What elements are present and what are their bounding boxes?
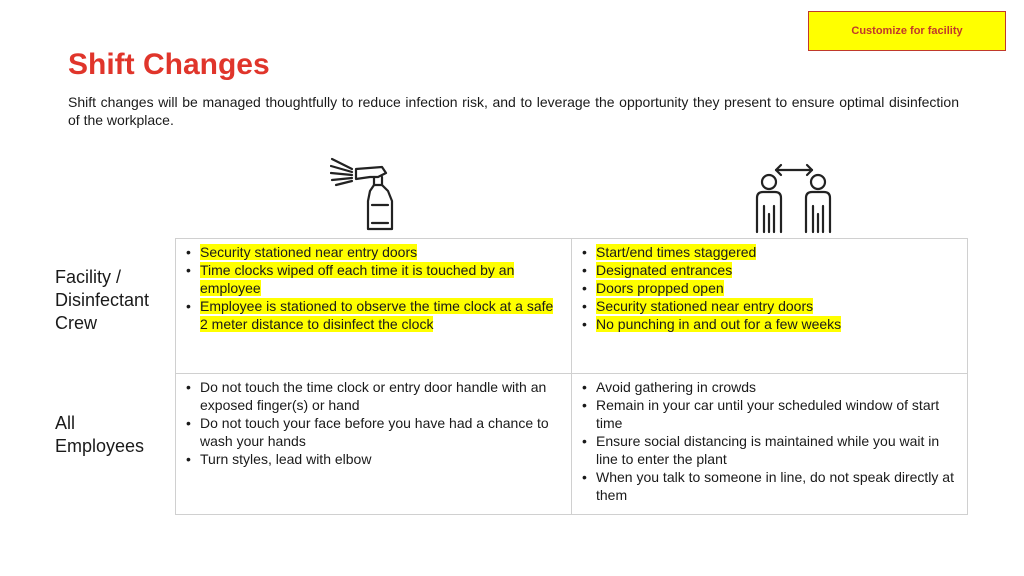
spray-bottle-icon <box>330 155 396 233</box>
list-item: • No punching in and out for a few weeks <box>596 315 959 333</box>
list-item: • Designated entrances <box>596 261 959 279</box>
cell-facility-col1 <box>176 239 572 374</box>
list-item: • Doors propped open <box>596 279 959 297</box>
page-title: Shift Changes <box>68 48 270 81</box>
customize-badge <box>808 11 1006 51</box>
list-item: • When you talk to someone in line, do not speak directly at them <box>596 468 959 504</box>
table-row-employees <box>176 374 968 515</box>
row-label-employees: All Employees <box>55 413 145 456</box>
list-item: • Ensure social distancing is maintained while you wait in line to enter the plant <box>596 432 959 468</box>
table-row-facility <box>176 239 968 374</box>
cell-employees-col2 <box>572 374 968 515</box>
list-item: • Turn styles, lead with elbow <box>200 450 563 468</box>
list-item: • Avoid gathering in crowds <box>596 378 959 396</box>
list-item: • Start/end times staggered <box>596 243 959 261</box>
social-distance-icon <box>754 162 834 234</box>
list-item: • Do not touch the time clock or entry door handle with an exposed finger(s) or hand <box>200 378 563 414</box>
cell-employees-col1 <box>176 374 572 515</box>
row-label-facility: Facility / Disinfectant Crew <box>55 267 150 333</box>
list-item: • Remain in your car until your scheduled window of start time <box>596 396 959 432</box>
intro-text: Shift changes will be managed thoughtfully to reduce infection risk, and to leverage the opportunity they present to ensure optimal disinfection of the workplace. <box>68 94 959 128</box>
list-item: • Do not touch your face before you have had a chance to wash your hands <box>200 414 563 450</box>
cell-facility-col2 <box>572 239 968 374</box>
customize-label: Customize for facility <box>851 25 963 37</box>
list-item: • Employee is stationed to observe the time clock at a safe 2 meter distance to disinfect the clock <box>200 297 563 333</box>
list-item: • Security stationed near entry doors <box>596 297 959 315</box>
list-item: • Security stationed near entry doors <box>200 243 563 261</box>
list-item: • Time clocks wiped off each time it is touched by an employee <box>200 261 563 297</box>
shift-change-table <box>175 238 968 515</box>
